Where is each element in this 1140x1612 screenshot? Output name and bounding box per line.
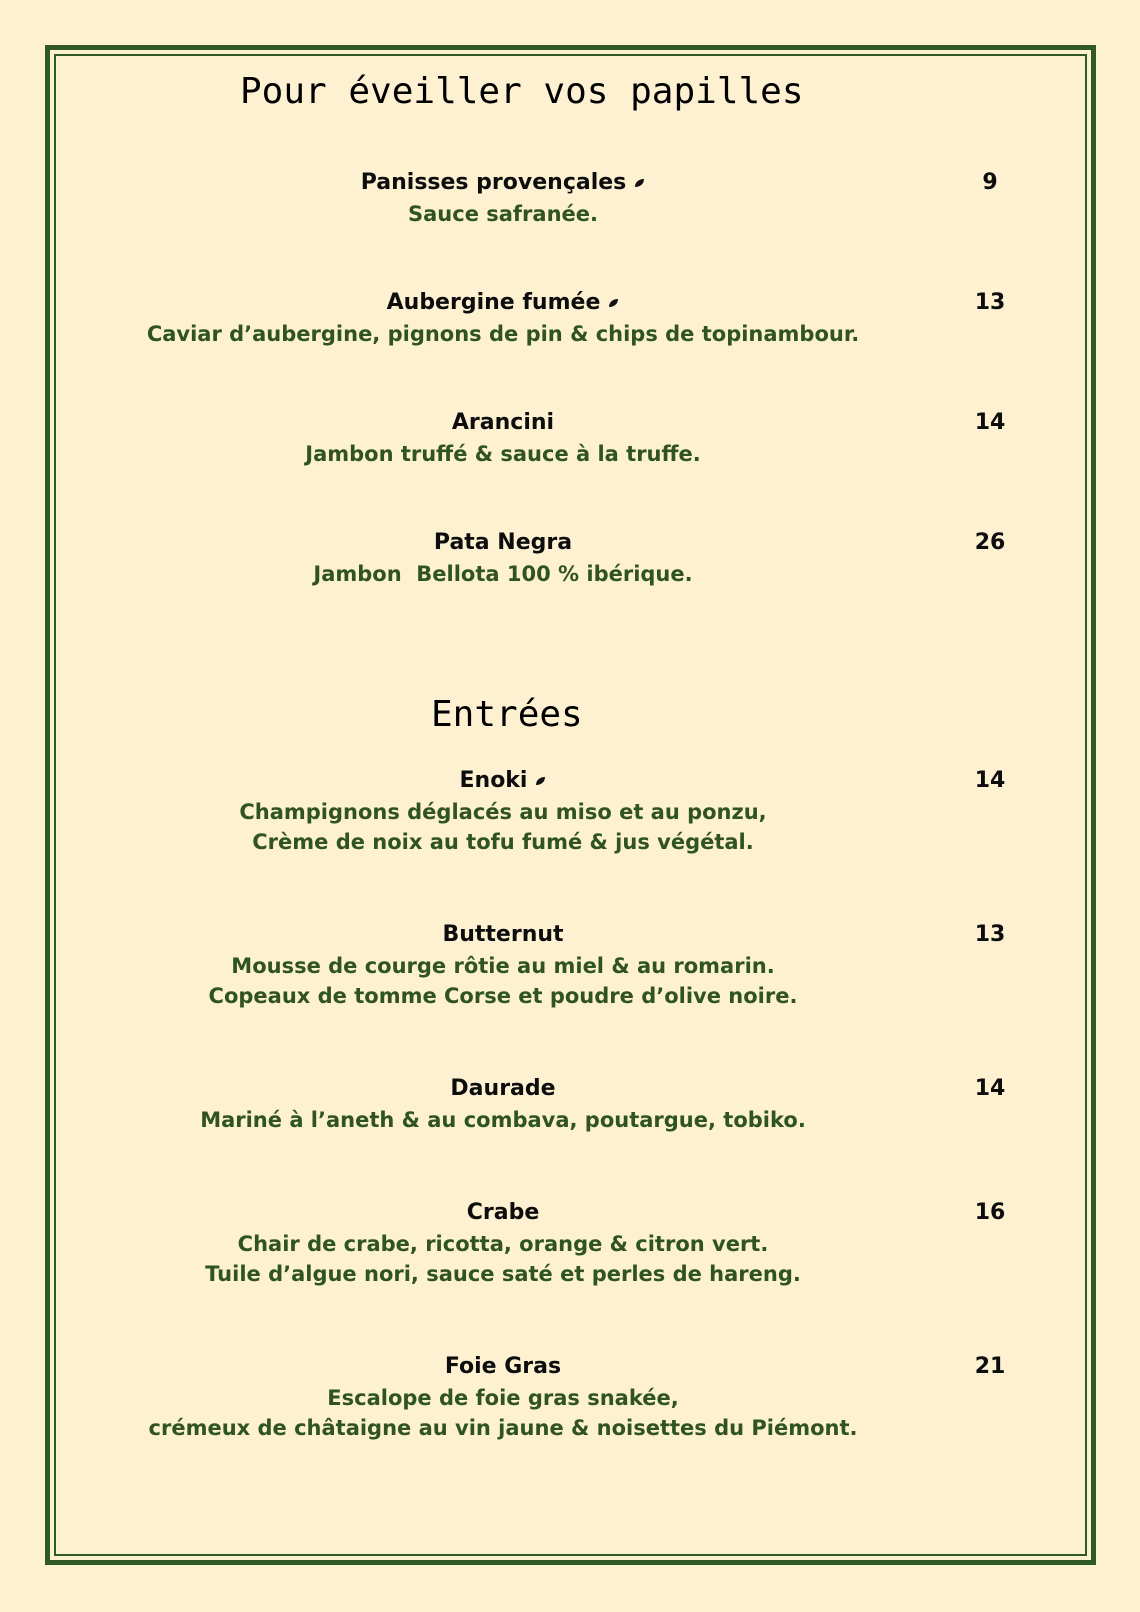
item-name: Daurade bbox=[450, 1076, 556, 1101]
item-price: 13 bbox=[974, 290, 1006, 315]
item-description: Escalope de foie gras snakée, crémeux de châtaigne au vin jaune & noisettes du Piémont. bbox=[148, 1386, 858, 1440]
item-description: Champignons déglacés au miso et au ponzu, Crème de noix au tofu fumé & jus végétal. bbox=[239, 800, 767, 854]
item-price: 14 bbox=[974, 410, 1006, 435]
item-name: Enoki bbox=[0, 766, 1006, 796]
item-price: 16 bbox=[974, 1200, 1006, 1225]
item-price: 14 bbox=[974, 768, 1006, 793]
item-name: Crabe bbox=[466, 1200, 540, 1225]
item-description: Mariné à l’aneth & au combava, poutargue, tobiko. bbox=[200, 1108, 806, 1132]
leaf-icon bbox=[608, 298, 619, 308]
item-name: Arancini bbox=[451, 410, 555, 435]
section-title-entrees: Entrées bbox=[431, 694, 583, 735]
item-description: Mousse de courge rôtie au miel & au romarin. Copeaux de tomme Corse et poudre d’olive noire. bbox=[208, 954, 798, 1008]
leaf-icon bbox=[535, 776, 546, 786]
item-price: 21 bbox=[974, 1354, 1006, 1379]
item-name: Foie Gras bbox=[444, 1354, 562, 1379]
item-price: 14 bbox=[974, 1076, 1006, 1101]
item-description: Caviar d’aubergine, pignons de pin & chips de topinambour. bbox=[146, 322, 860, 346]
section-title-papilles: Pour éveiller vos papilles bbox=[240, 71, 804, 112]
item-description: Chair de crabe, ricotta, orange & citron vert. Tuile d’algue nori, sauce saté et perles de hareng. bbox=[205, 1232, 801, 1286]
item-description: Sauce safranée. bbox=[408, 202, 598, 226]
item-description: Jambon truffé & sauce à la truffe. bbox=[305, 442, 701, 466]
item-name: Aubergine fumée bbox=[0, 288, 1006, 318]
item-name: Pata Negra bbox=[433, 530, 573, 555]
item-price: 13 bbox=[974, 922, 1006, 947]
item-price: 9 bbox=[982, 170, 998, 195]
item-name: Butternut bbox=[442, 922, 564, 947]
item-name: Panisses provençales bbox=[0, 168, 1006, 198]
leaf-icon bbox=[634, 178, 645, 188]
item-price: 26 bbox=[974, 530, 1006, 555]
item-description: Jambon Bellota 100 % ibérique. bbox=[313, 562, 693, 586]
